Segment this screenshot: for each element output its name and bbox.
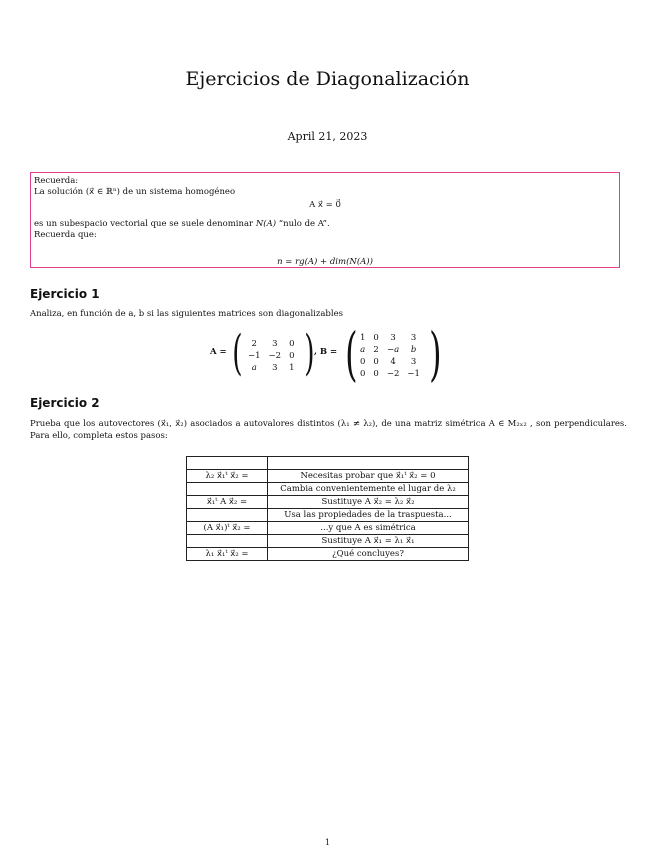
matrix-cell: −2 xyxy=(268,351,282,361)
recuerda-label: Recuerda: xyxy=(34,176,79,186)
steps-table xyxy=(186,456,469,561)
matrix-cell: −1 xyxy=(407,369,420,379)
matrix-separator: , B = xyxy=(314,347,338,357)
table-cell: x⃗₁ᵗ A x⃗₂ = xyxy=(187,496,268,509)
matrix-cell: 1 xyxy=(289,363,295,373)
recuerda-line1: La solución (x⃗ ∈ ℝⁿ) de un sistema homogéneo xyxy=(34,187,236,197)
document-title: Ejercicios de Diagonalización xyxy=(185,68,470,90)
matrix-cell: 1 xyxy=(360,333,366,343)
matrix-a-right-paren: ) xyxy=(304,325,315,381)
table-row xyxy=(187,522,469,535)
recuerda-box xyxy=(30,172,620,268)
matrix-cell: 3 xyxy=(272,363,278,373)
matrices-row xyxy=(0,320,655,390)
recuerda-eq2: n = rg(A) + dim(N(A)) xyxy=(277,257,373,267)
recuerda-line2-post: “nulo de A”. xyxy=(276,219,330,229)
matrix-cell: 0 xyxy=(360,357,366,367)
table-cell[interactable] xyxy=(187,483,268,496)
matrix-cell: 3 xyxy=(390,333,396,343)
matrix-cell: −1 xyxy=(248,351,261,361)
table-row xyxy=(187,457,469,470)
matrix-cell: 0 xyxy=(373,369,379,379)
recuerda-eq1: A x⃗ = 0⃗ xyxy=(309,200,341,210)
document-date: April 21, 2023 xyxy=(287,130,368,143)
matrix-cell: 4 xyxy=(390,357,396,367)
matrix-cell: 2 xyxy=(251,339,257,349)
matrix-cell: 0 xyxy=(289,351,295,361)
recuerda-line3: Recuerda que: xyxy=(34,230,97,240)
table-cell: ...y que A es simétrica xyxy=(268,522,469,535)
table-cell[interactable] xyxy=(187,457,268,470)
matrix-cell: 2 xyxy=(373,345,379,355)
ejercicio1-text: Analiza, en función de a, b si las siguientes matrices son diagonalizables xyxy=(30,309,343,319)
table-row xyxy=(187,535,469,548)
table-row xyxy=(187,483,469,496)
table-cell: Sustituye A x⃗₁ = λ₁ x⃗₁ xyxy=(268,535,469,548)
table-cell: Necesitas probar que x⃗₁ᵗ x⃗₂ = 0 xyxy=(268,470,469,483)
table-cell[interactable] xyxy=(187,535,268,548)
table-row xyxy=(187,470,469,483)
table-cell: λ₂ x⃗₁ᵗ x⃗₂ = xyxy=(187,470,268,483)
table-cell: Sustituye A x⃗₂ = λ₂ x⃗₂ xyxy=(268,496,469,509)
table-row xyxy=(187,496,469,509)
table-cell: Cambia convenientemente el lugar de λ₂ xyxy=(268,483,469,496)
matrix-cell: b xyxy=(410,345,417,355)
matrix-cell: a xyxy=(251,363,257,373)
matrix-b-left-paren: ( xyxy=(345,320,358,388)
matrix-cell: −2 xyxy=(386,369,400,379)
matrix-a-label: A = xyxy=(210,347,227,357)
matrix-cell: 3 xyxy=(410,333,417,343)
matrix-cell: −a xyxy=(387,345,400,355)
page-number: 1 xyxy=(324,838,331,847)
matrix-cell: 3 xyxy=(410,357,417,367)
ejercicio2-text: Prueba que los autovectores (x⃗₁, x⃗₂) asociados a autovalores distintos (λ₁ ≠ λ₂), de una matriz simétrica A ∈ M₂ₓ₂ , son perpendiculares. Para ello, completa estos pasos: xyxy=(30,419,627,441)
table-row xyxy=(187,509,469,522)
matrix-cell: 0 xyxy=(373,333,379,343)
matrix-a xyxy=(244,338,298,374)
matrix-cell: 0 xyxy=(373,357,379,367)
matrix-cell: 3 xyxy=(272,339,278,349)
matrix-cell: a xyxy=(360,345,366,355)
table-cell: ¿Qué concluyes? xyxy=(268,548,469,561)
table-cell[interactable] xyxy=(187,509,268,522)
table-row xyxy=(187,548,469,561)
table-cell: (A x⃗₁)ᵗ x⃗₂ = xyxy=(187,522,268,535)
recuerda-line2-pre: es un subespacio vectorial que se suele denominar xyxy=(34,219,256,229)
matrix-a-left-paren: ( xyxy=(232,325,243,381)
matrix-b xyxy=(356,332,424,380)
recuerda-line2-math: N(A) xyxy=(255,219,277,229)
table-cell: λ₁ x⃗₁ᵗ x⃗₂ = xyxy=(187,548,268,561)
matrix-cell: 0 xyxy=(289,339,295,349)
ejercicio2-heading: Ejercicio 2 xyxy=(30,396,100,410)
matrix-cell: 0 xyxy=(360,369,366,379)
matrix-b-right-paren: ) xyxy=(429,320,442,388)
table-cell: Usa las propiedades de la traspuesta... xyxy=(268,509,469,522)
ejercicio1-heading: Ejercicio 1 xyxy=(30,287,100,301)
table-cell xyxy=(268,457,469,470)
